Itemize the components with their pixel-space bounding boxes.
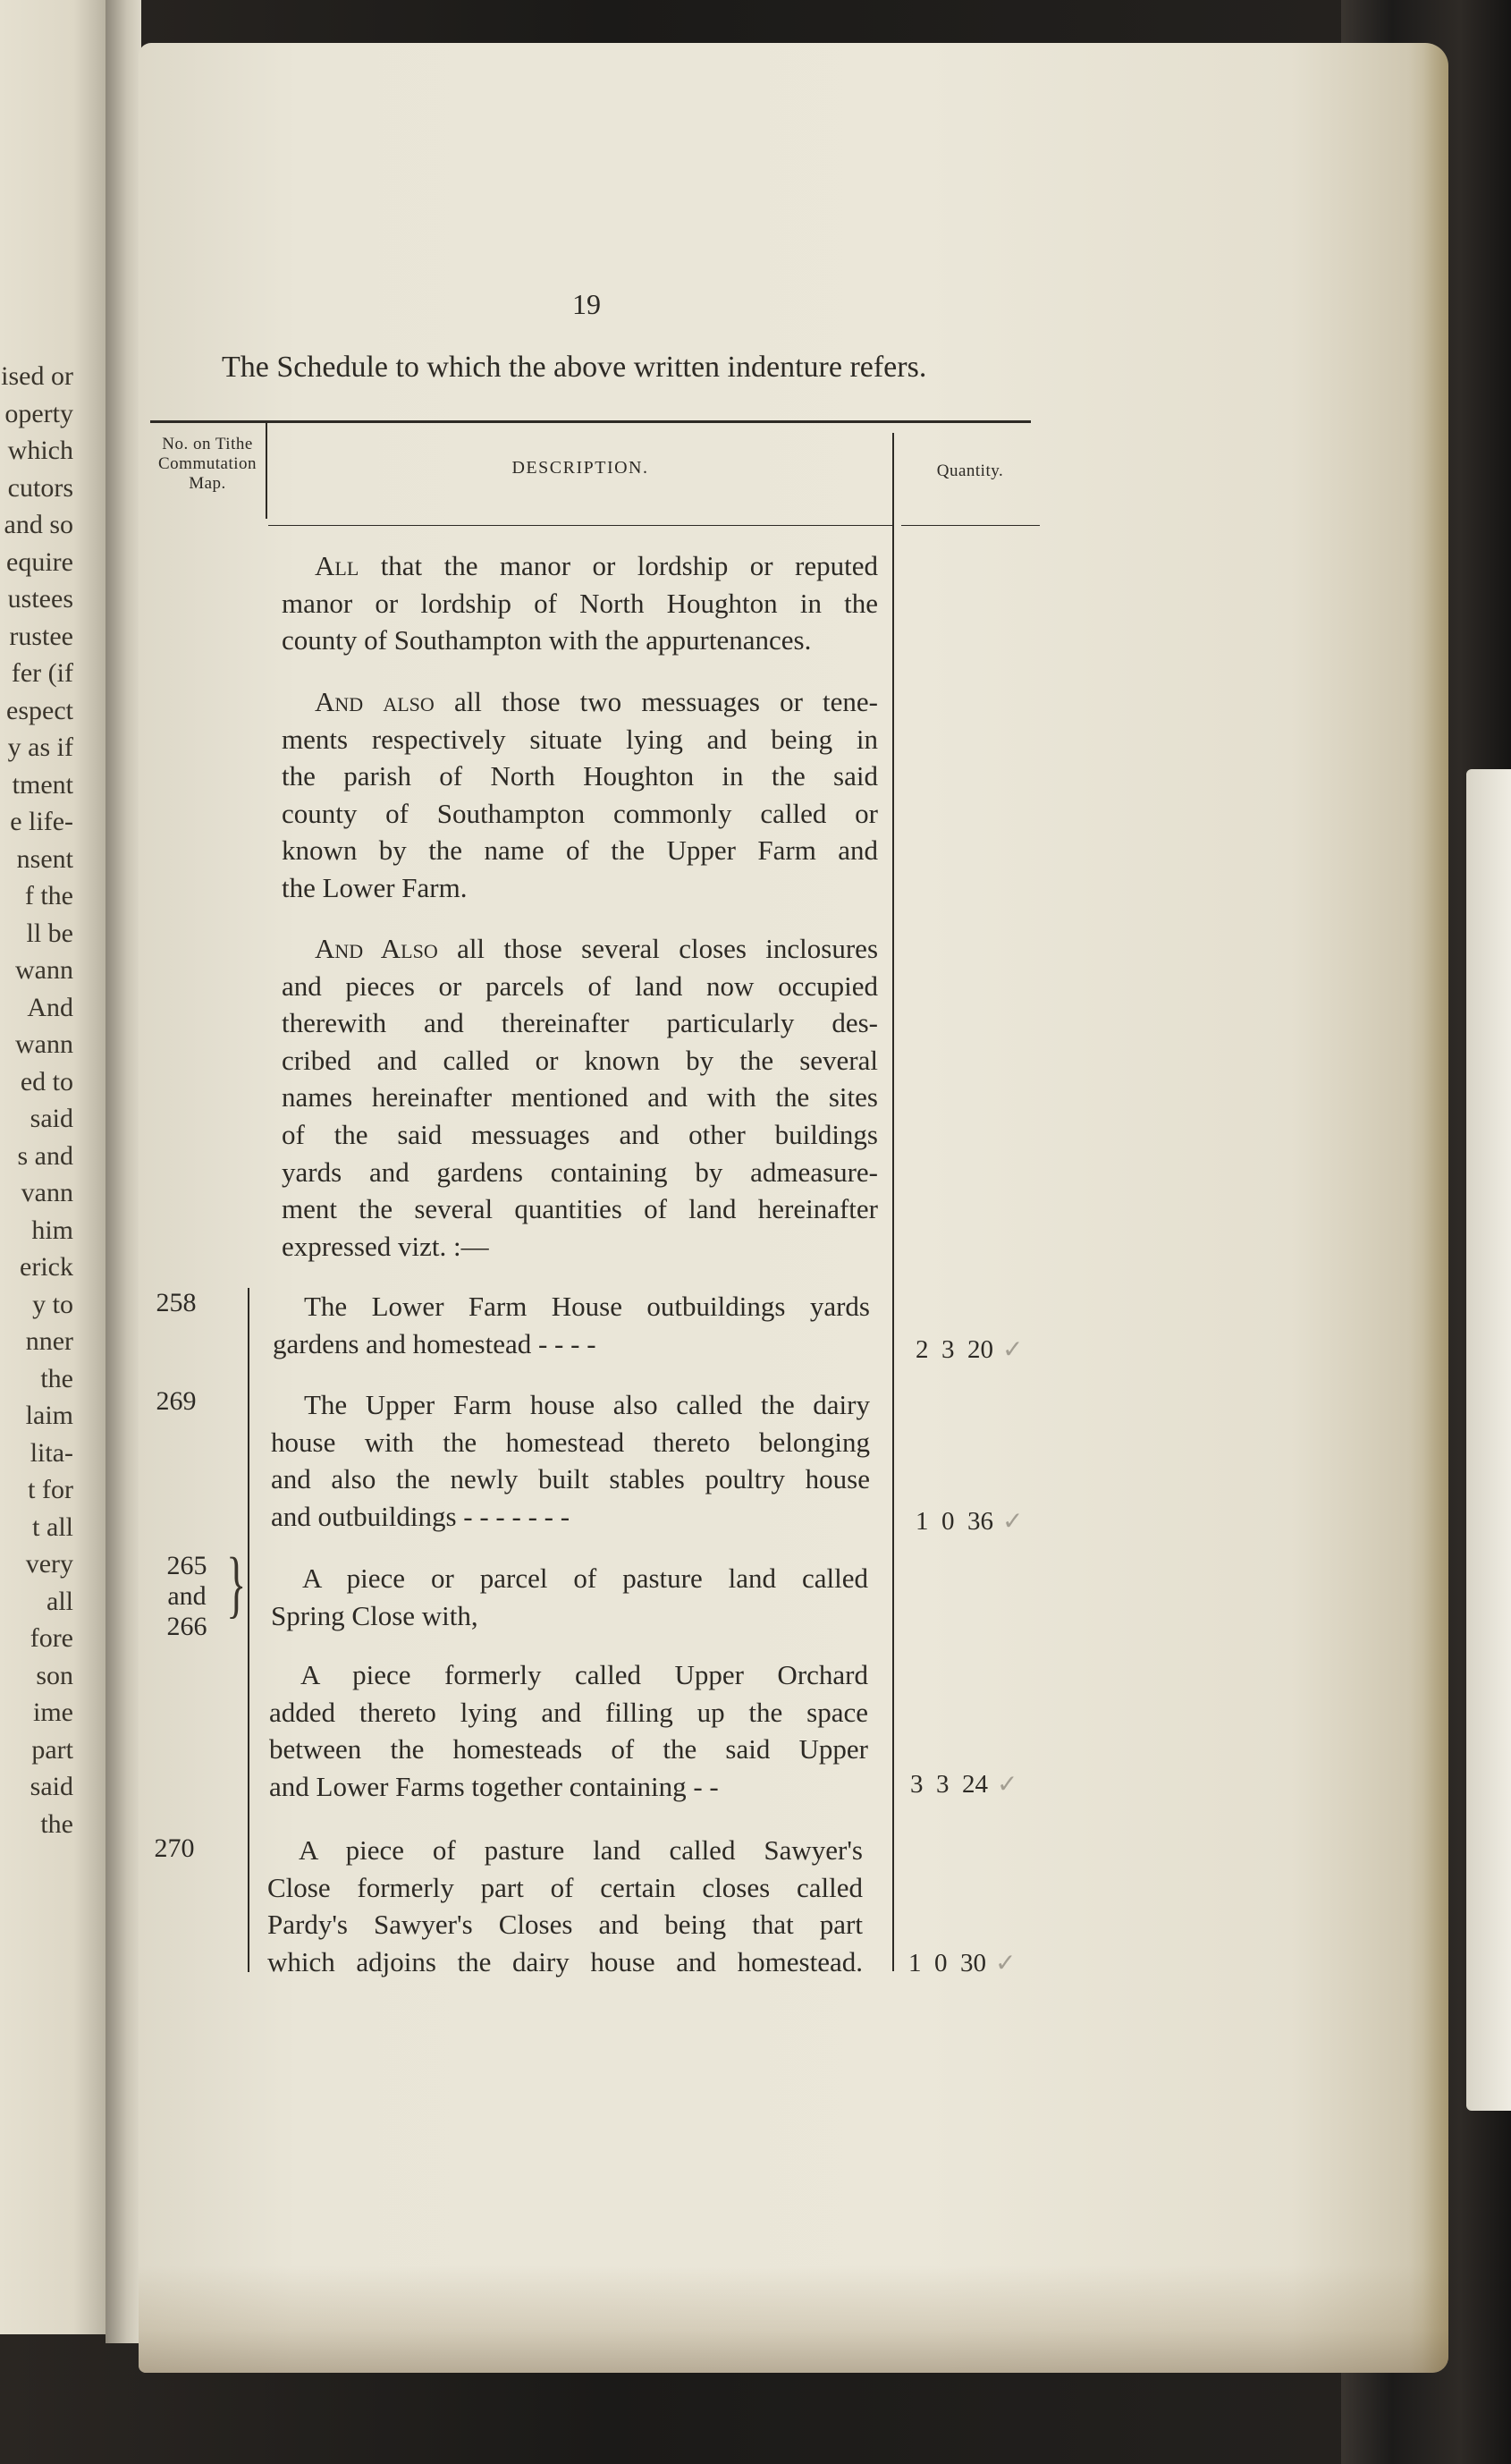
header-description: DESCRIPTION. <box>511 458 649 478</box>
paragraph-line: names hereinafter mentioned and with the sites <box>282 1081 878 1113</box>
map-number: 258 <box>156 1288 197 1317</box>
left-page-text-fragment: espect <box>6 695 73 725</box>
left-page-text-fragment: lita- <box>30 1437 73 1468</box>
entry-line: The Upper Farm house also called the dairy <box>304 1389 870 1420</box>
left-page-text-fragment: son <box>36 1660 73 1690</box>
left-page-text-fragment: said <box>30 1772 73 1801</box>
header-quantity: Quantity. <box>936 461 1004 480</box>
left-page-text-fragment: equire <box>6 546 73 577</box>
entry-quantity <box>916 1506 1023 1537</box>
header-bottom-rule-quantity <box>901 525 1040 526</box>
entry-line <box>273 1325 870 1363</box>
header-map-line-2: Commutation <box>158 454 257 473</box>
paragraph-line: manor or lordship of North Houghton in the <box>282 587 878 619</box>
map-column-rule-header <box>266 422 267 519</box>
left-page-text-fragment: s and <box>17 1140 73 1171</box>
book-gutter <box>106 0 141 2343</box>
entry-description <box>269 1656 868 1805</box>
left-page <box>0 0 106 2334</box>
paragraph-line: expressed vizt. :— <box>282 1230 489 1262</box>
left-page-text-fragment: t for <box>28 1475 73 1504</box>
left-page-text-fragment: nner <box>25 1326 73 1356</box>
map-column-rule-body <box>248 1288 249 1972</box>
entry-line: and Lower Farms together containing - - <box>269 1770 719 1802</box>
paragraph-line: yards and gardens containing by admeasure- <box>282 1156 878 1188</box>
paragraph-lead: And also <box>315 686 435 717</box>
map-number-connector: and <box>167 1581 207 1611</box>
left-page-text-fragment: nsent <box>16 843 73 874</box>
paragraph-lead: All <box>315 550 359 581</box>
left-page-text-fragment: which <box>7 436 73 465</box>
left-page-text-fragment: ed to <box>20 1066 73 1097</box>
paragraph-closes <box>282 930 878 1265</box>
entry-line: and outbuildings - - - - - - - <box>271 1500 570 1532</box>
map-number: 269 <box>156 1386 197 1416</box>
left-page-text-fragment: rustee <box>9 621 73 651</box>
paragraph-line: the parish of North Houghton in the said <box>282 760 878 792</box>
map-number-group <box>152 1551 222 1642</box>
left-page-text-fragment: ised or <box>1 361 73 391</box>
check-mark-icon: ✓ <box>1002 1334 1024 1364</box>
paragraph-lead: And Also <box>315 933 438 964</box>
paragraph-line: known by the name of the Upper Farm and <box>282 834 878 867</box>
left-page-text-fragment: f the <box>24 881 73 910</box>
page-number: 19 <box>572 288 601 320</box>
quantity-value: 2 3 20 <box>916 1335 993 1364</box>
header-map-line-3: Map. <box>189 474 226 493</box>
paragraph-line: and pieces or parcels of land now occupied <box>282 970 878 1002</box>
left-page-text-fragment: cutors <box>7 472 73 503</box>
left-page-text-fragment: the <box>40 1363 73 1393</box>
paragraph-line: ment the several quantities of land hereinafter <box>282 1193 878 1225</box>
left-page-text-fragment: laim <box>25 1401 73 1430</box>
check-mark-icon: ✓ <box>1002 1506 1024 1536</box>
left-page-text-fragment: him <box>31 1215 73 1245</box>
page-edge-shadow <box>1423 43 1448 2373</box>
entry-line: A piece formerly called Upper Orchard <box>300 1659 868 1690</box>
paragraph-line-text: all those two messuages or tene- <box>453 686 878 717</box>
quantity-value: 1 0 30 <box>908 1949 986 1977</box>
paragraph-line: of the said messuages and other buildings <box>282 1118 878 1150</box>
paragraph-line <box>282 683 878 721</box>
left-page-text-fragment: t all <box>32 1511 73 1542</box>
left-page-text-fragment: very <box>25 1549 73 1579</box>
entry-line: The Lower Farm House outbuildings yards <box>304 1291 870 1322</box>
entry-description <box>273 1288 870 1362</box>
paragraph-messuages <box>282 683 878 907</box>
entry-line: Spring Close with, <box>271 1599 478 1631</box>
header-bottom-rule-description <box>268 525 892 526</box>
paragraph-line: cribed and called or known by the several <box>282 1044 878 1076</box>
entry-quantity <box>910 1769 1017 1799</box>
left-page-text-fragment: the <box>40 1808 73 1839</box>
schedule-title: The Schedule to which the above written indenture refers. <box>222 351 927 384</box>
left-page-text-fragment: ime <box>33 1698 73 1727</box>
entry-line: house with the homestead thereto belonging <box>271 1426 870 1458</box>
left-page-text-fragment: y as if <box>7 732 73 762</box>
map-number: 270 <box>154 1833 195 1863</box>
entry-line: Close formerly part of certain closes called <box>267 1871 863 1903</box>
quantity-value: 1 0 36 <box>916 1507 993 1536</box>
map-number: 266 <box>166 1612 207 1641</box>
entry-line: which adjoins the dairy house and homestead. <box>267 1945 863 1977</box>
entry-description <box>271 1386 870 1535</box>
paragraph-line <box>282 547 878 585</box>
quantity-value: 3 3 24 <box>910 1770 988 1799</box>
left-page-text-fragment: fore <box>30 1623 73 1653</box>
page-bottom-stain <box>139 2265 1448 2373</box>
left-page-text-fragment: wann <box>15 955 73 985</box>
left-page-text-fragment: part <box>31 1734 73 1765</box>
description-column-rule <box>892 433 894 1971</box>
paragraph-line: the Lower Farm. <box>282 871 468 903</box>
map-number: 265 <box>166 1551 207 1580</box>
paragraph-line: county of Southampton commonly called or <box>282 797 878 829</box>
entry-line: A piece of pasture land called Sawyer's <box>299 1834 863 1866</box>
left-page-text-fragment: ustees <box>7 584 73 614</box>
left-page-text-fragment: all <box>46 1586 73 1616</box>
paragraph-line-text: all those several closes inclosures <box>457 933 879 964</box>
left-page-text-fragment: ll be <box>26 918 73 948</box>
brace-icon: } <box>226 1543 247 1626</box>
entry-description <box>267 1832 863 1980</box>
paragraph-line: county of Southampton with the appurtenances. <box>282 624 812 656</box>
left-page-text-fragment: And <box>27 992 73 1022</box>
entry-line: A piece or parcel of pasture land called <box>302 1562 868 1594</box>
paragraph-manor <box>282 547 878 659</box>
left-page-text-fragment: and so <box>4 510 73 539</box>
paragraph-line-text: that the manor or lordship or reputed <box>380 550 878 581</box>
entry-line: added thereto lying and filling up the space <box>269 1696 868 1728</box>
paragraph-line: ments respectively situate lying and being in <box>282 723 878 755</box>
left-page-text-fragment: vann <box>21 1178 73 1207</box>
check-mark-icon: ✓ <box>995 1948 1017 1977</box>
left-page-text-fragment: y to <box>32 1289 73 1319</box>
inserted-paper-slip <box>1466 769 1511 2111</box>
entry-description <box>271 1560 868 1634</box>
header-top-rule <box>150 420 1031 423</box>
left-page-text-fragment: fer (if <box>11 658 73 688</box>
left-page-text-fragment: erick <box>20 1252 73 1282</box>
entry-line: between the homesteads of the said Upper <box>269 1733 868 1765</box>
paragraph-line: therewith and thereinafter particularly des- <box>282 1007 878 1039</box>
entry-line: Pardy's Sawyer's Closes and being that part <box>267 1909 863 1941</box>
left-page-text-fragment: wann <box>15 1029 73 1059</box>
entry-line: and also the newly built stables poultry house <box>271 1463 870 1495</box>
left-page-text-fragment: e life- <box>10 807 73 836</box>
entry-quantity <box>908 1948 1016 1978</box>
header-map-number <box>150 435 265 494</box>
paragraph-line <box>282 930 878 968</box>
check-mark-icon: ✓ <box>997 1769 1018 1799</box>
entry-line-text: gardens and homestead - - - - <box>273 1327 596 1359</box>
left-page-text-fragment: operty <box>4 398 73 428</box>
entry-quantity <box>916 1334 1023 1365</box>
header-map-line-1: No. on Tithe <box>162 435 253 453</box>
left-page-text-fragment: said <box>30 1104 73 1133</box>
left-page-text-fragment: tment <box>12 769 73 800</box>
